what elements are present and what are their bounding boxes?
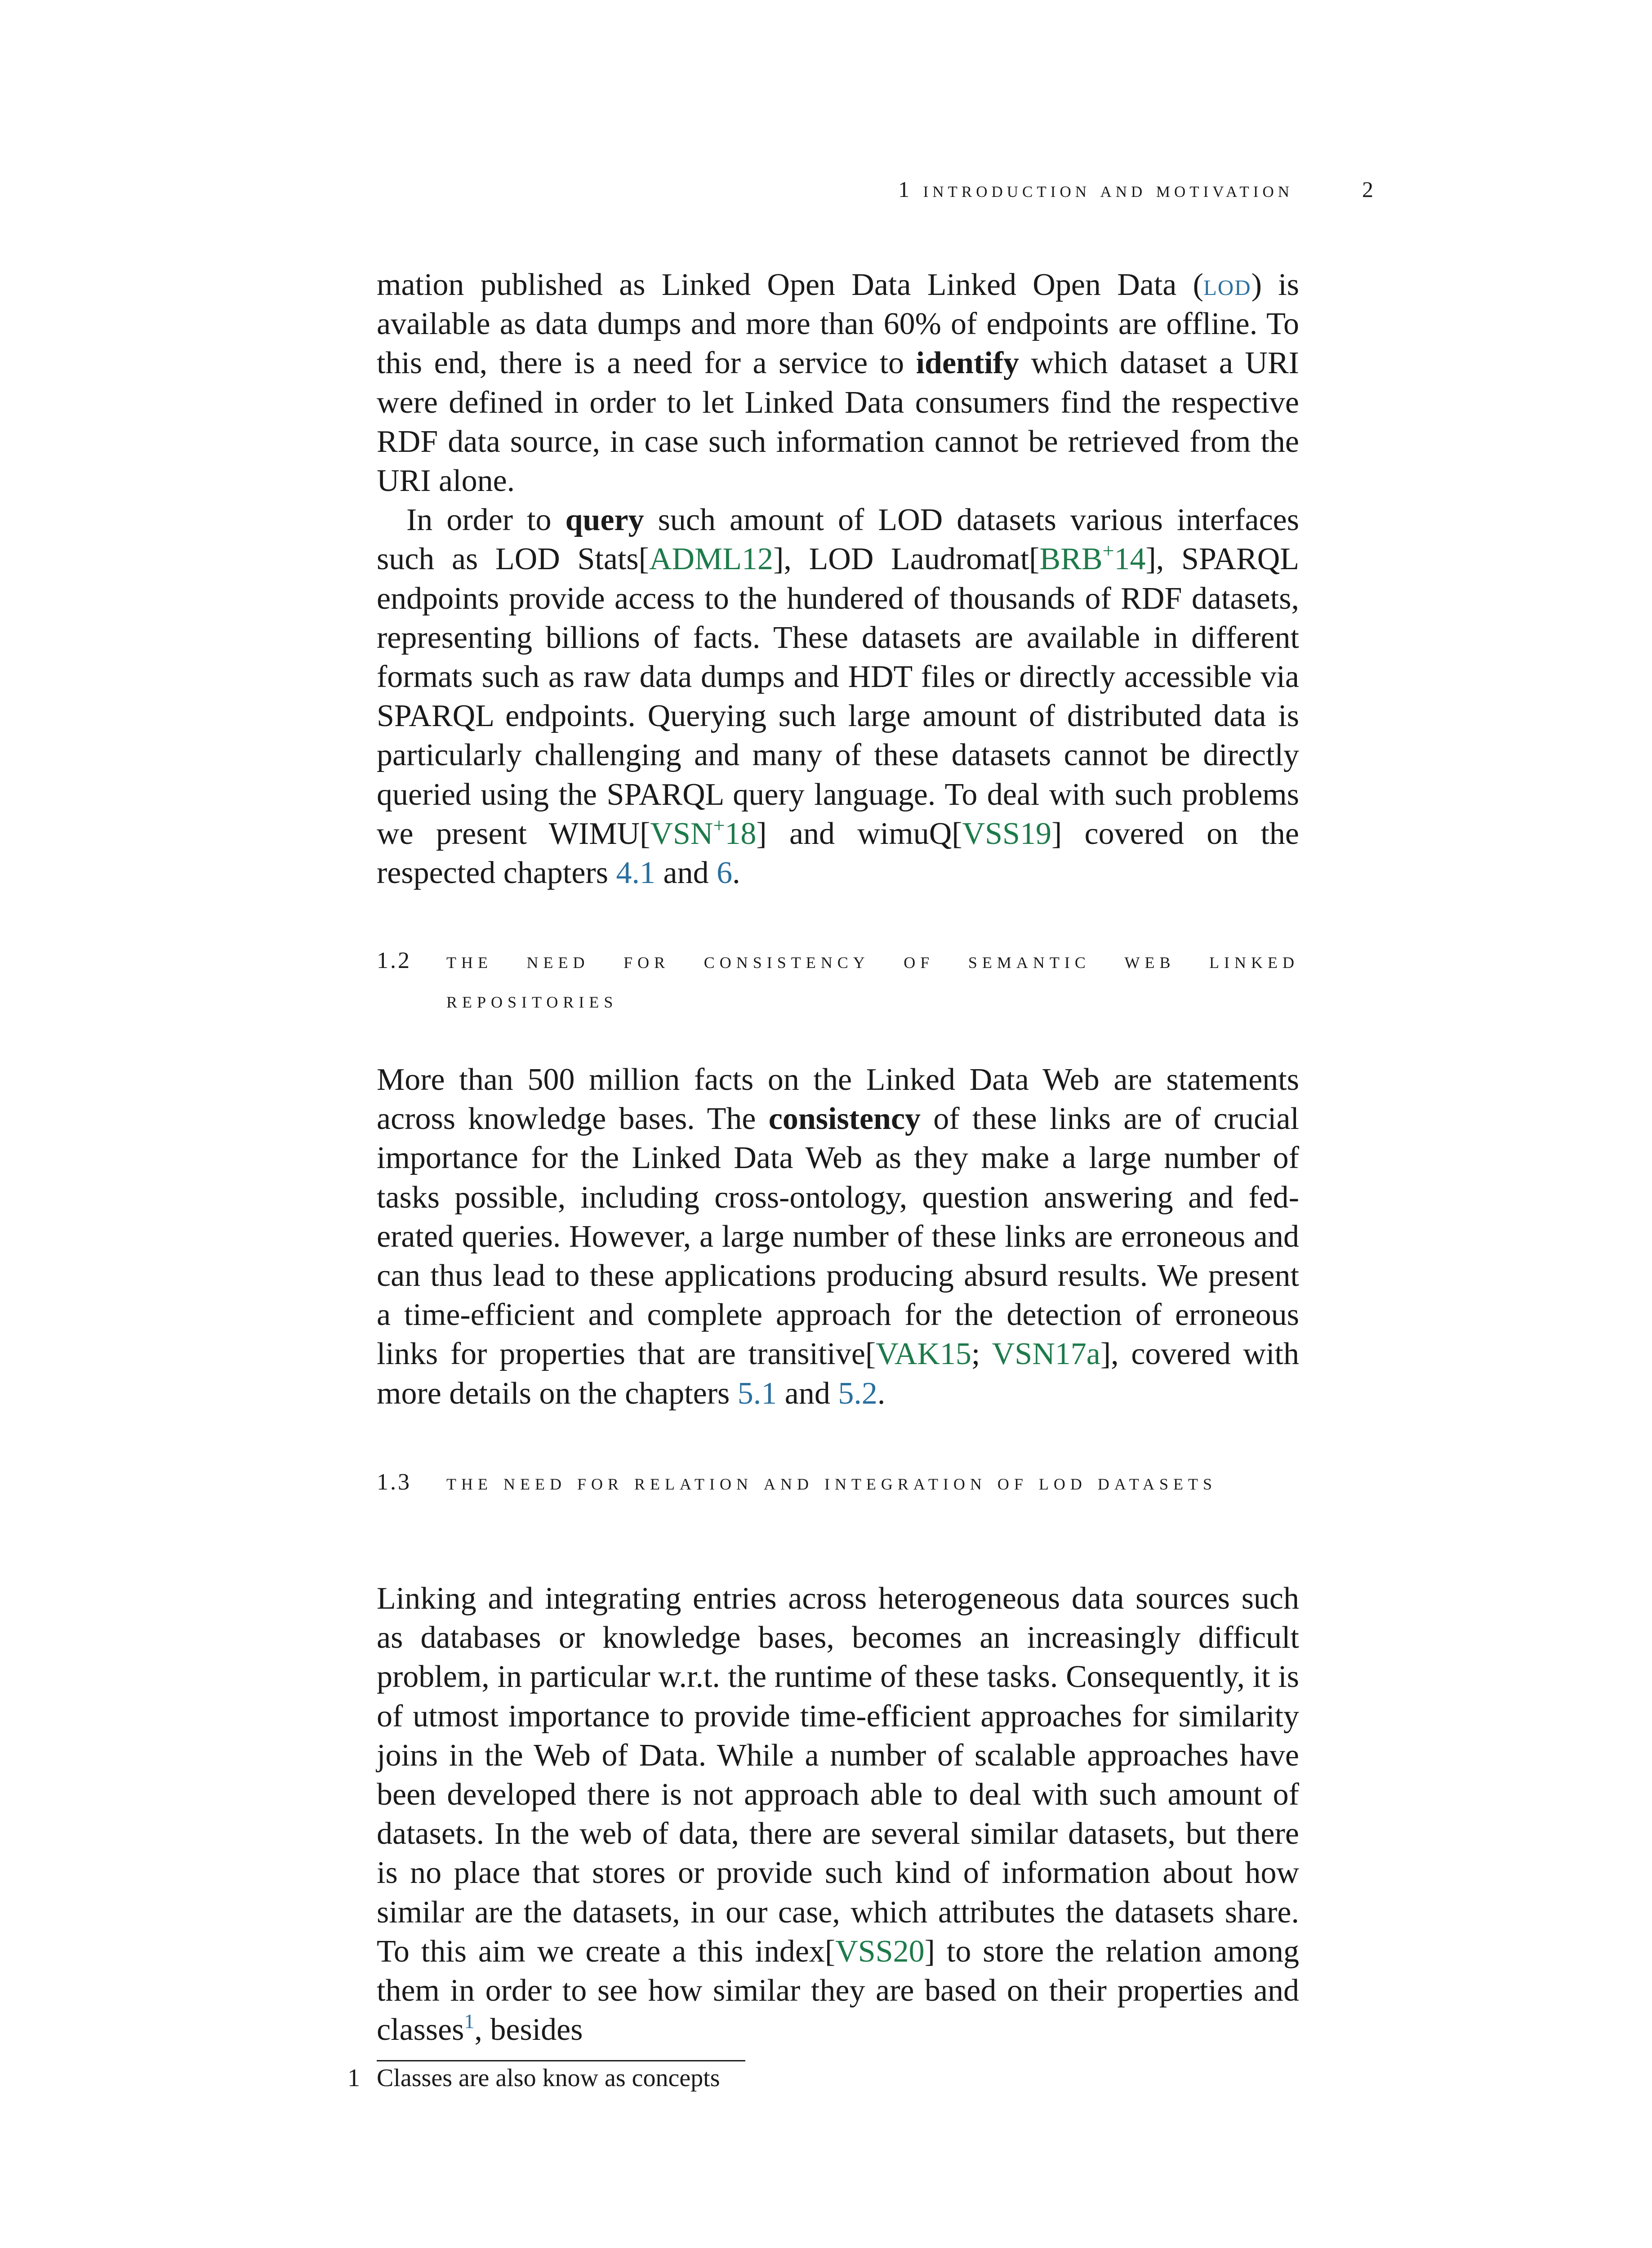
- footnote-marker[interactable]: 1: [464, 2010, 475, 2033]
- section-title: the need for relation and integration of lod datasets: [446, 1469, 1217, 1495]
- citation-vsn17a[interactable]: VSN17a: [992, 1337, 1100, 1372]
- running-header: [0, 176, 1652, 212]
- section-number: 1.2: [377, 948, 411, 973]
- bold-consistency: consistency: [768, 1102, 921, 1137]
- intro-continuation: [377, 265, 1299, 892]
- section-1-2-body: [377, 1060, 1299, 1413]
- section-heading-1-2: [377, 941, 1299, 1020]
- citation-vss19[interactable]: VSS19: [962, 816, 1051, 851]
- running-title: 1 introduction and motivation: [898, 177, 1293, 202]
- section-heading-1-3: [377, 1463, 1299, 1502]
- page-number: 2: [1362, 177, 1373, 202]
- section-title: the need for consistency of semantic web linked repositories: [446, 948, 1299, 1013]
- section-1-3-body: [377, 1579, 1299, 2049]
- section-number: 1.3: [377, 1469, 411, 1495]
- bold-query: query: [565, 503, 644, 538]
- footnote-text: Classes are also know as concepts: [377, 2064, 720, 2092]
- citation-adml12[interactable]: ADML12: [649, 542, 774, 577]
- footnote-number: 1: [347, 2064, 360, 2092]
- paragraph-consistency: More than 500 million facts on the Linked Data Web are statements across knowledge bases. The consistency of these links are of crucial importance for the Linked Data Web as they make a large number of tasks possible, including cross-ontology, question answering and federated queries. However, a large number of these links are erroneous and can thus lead to these applications producing absurd results. We present a time-efficient and complete approach for the detection of erroneous links for properties that are transitive[VAK15; VSN17a], covered with more details on the chapters 5.1 and 5.2.: [377, 1062, 1299, 1411]
- paragraph-integration: Linking and integrating entries across heterogeneous data sources such as databases or knowledge bases, becomes an increasingly difficult problem, in particular w.r.t. the runtime of these tasks. Consequently, it is of utmost importance to provide time-efficient approaches for similarity joins in the Web of Data. While a number of scalable approaches have been developed there is not approach able to deal with such amount of datasets. In the web of data, there are several similar datasets, but there is no place that stores or provide such kind of information about how similar are the datasets, in our case, which attributes the datasets share. To this aim we create a this index[VSS20] to store the relation among them in order to see how similar they are based on their properties and classes$^1$, besides: [377, 1581, 1299, 2047]
- citation-brb14[interactable]: BRB+14: [1039, 539, 1146, 577]
- acronym-link-lod[interactable]: lod: [1203, 268, 1251, 302]
- citation-vsn18[interactable]: VSN+18: [650, 813, 757, 851]
- chapter-ref-4-1[interactable]: 4.1: [616, 856, 655, 891]
- chapter-ref-5-1[interactable]: 5.1: [737, 1376, 777, 1411]
- paragraph-lod-availability: mation published as Linked Open Data Linked Open Data (lod) is available as data dumps and more than 60% of endpoints are offline. To this end, there is a need for a service to identify which dataset a URI were defined in order to let Linked Data consumers find the respective RDF data source, in case such information cannot be retrieved from the URI alone.: [377, 268, 1299, 499]
- chapter-ref-5-2[interactable]: 5.2: [838, 1376, 877, 1411]
- paragraph-query: In order to query such amount of LOD datasets various interfaces such as LOD Stats[ADML12], LOD Laudromat[BRB+14], SPARQL endpoints provide access to the hundered of thousands of RDF datasets, representing billions of facts. These datasets are available in different formats such as raw data dumps and HDT files or directly accessible via SPARQL endpoints. Querying such large amount of distributed data is particularly challenging and many of these datasets cannot be directly queried using the SPARQL query language. To deal with such problems we present WIMU[VSN+18] and wimuQ[VSS19] covered on the respected chapters 4.1 and 6.: [377, 503, 1299, 891]
- chapter-ref-6[interactable]: 6: [717, 856, 733, 891]
- citation-vak15[interactable]: VAK15: [876, 1337, 971, 1372]
- footnote: [347, 2060, 1291, 2096]
- bold-identify: identify: [916, 346, 1020, 381]
- citation-vss20[interactable]: VSS20: [835, 1934, 925, 1969]
